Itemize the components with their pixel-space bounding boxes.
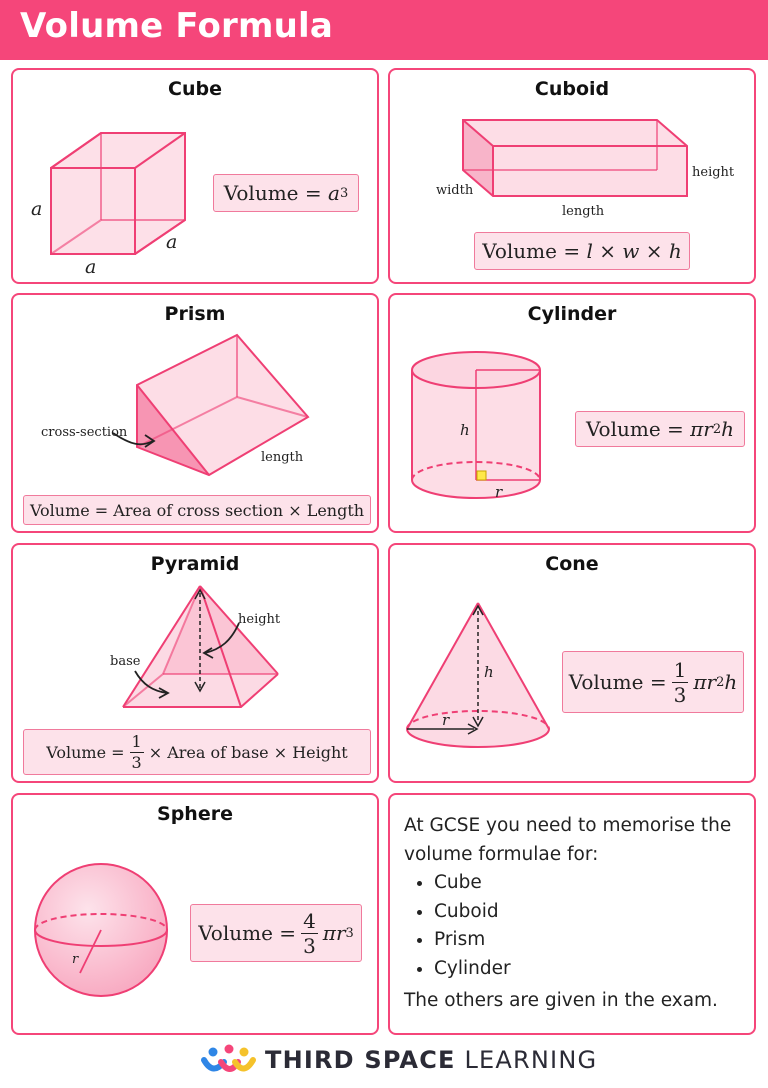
cuboid-label-length: length xyxy=(562,204,605,219)
cuboid-formula-rhs: l × w × h xyxy=(586,239,682,263)
sphere-frac-num: 4 xyxy=(303,908,316,933)
cone-formula-tail: πr xyxy=(693,670,717,694)
sphere-title: Sphere xyxy=(157,803,233,825)
prism-label-cross-section: cross-section xyxy=(41,425,128,440)
pyramid-formula-tail: × Area of base × Height xyxy=(148,742,348,762)
sphere-formula xyxy=(190,904,362,962)
page-header xyxy=(0,0,768,60)
prism-formula xyxy=(23,495,371,525)
note-item-cube: • Cube xyxy=(434,869,749,898)
brand-logo-icon xyxy=(200,1040,256,1080)
pyramid-frac-den: 3 xyxy=(131,752,142,772)
sphere-formula-tail: πr xyxy=(322,921,346,945)
cone-label-h: h xyxy=(484,663,494,681)
cuboid-title: Cuboid xyxy=(534,78,610,100)
note-outro: The others are given in the exam. xyxy=(404,990,718,1011)
cube-label-a-right: a xyxy=(166,231,178,253)
cylinder-card xyxy=(388,293,756,533)
cuboid-formula-word: Volume xyxy=(482,239,557,263)
note-list xyxy=(404,869,749,983)
brand-name-bold: THIRD SPACE xyxy=(265,1046,456,1074)
cube-card xyxy=(11,68,379,284)
brand-name xyxy=(265,1046,597,1074)
cylinder-formula-exp: 2 xyxy=(712,421,722,437)
note-item-prism: • Prism xyxy=(434,926,749,955)
sphere-frac-den: 3 xyxy=(303,933,316,958)
cube-title: Cube xyxy=(168,78,222,100)
note-intro: At GCSE you need to memorise the volume formulae for: xyxy=(404,815,732,865)
pyramid-formula-word: Volume xyxy=(46,742,107,762)
prism-title: Prism xyxy=(164,303,226,325)
cuboid-formula-eq: = xyxy=(563,239,581,263)
cylinder-formula-word: Volume xyxy=(585,417,661,441)
note-text xyxy=(404,812,749,1016)
cylinder-formula-tail: h xyxy=(721,417,735,441)
cylinder-formula-rhs: πr xyxy=(690,417,713,441)
brand-footer xyxy=(200,1040,598,1080)
cone-label-r: r xyxy=(442,711,450,729)
cuboid-label-width: width xyxy=(436,183,474,198)
pyramid-label-height: height xyxy=(238,612,281,627)
cone-title: Cone xyxy=(545,553,599,575)
cube-label-a-bottom: a xyxy=(85,256,97,278)
pyramid-frac-num: 1 xyxy=(131,731,142,751)
pyramid-formula-eq: = xyxy=(111,742,125,762)
cylinder-title: Cylinder xyxy=(527,303,617,325)
cone-card xyxy=(388,543,756,783)
cube-formula xyxy=(213,174,359,212)
cube-label-a-left: a xyxy=(31,198,43,220)
cone-formula xyxy=(562,651,744,713)
pyramid-label-base: base xyxy=(110,654,141,669)
brand-name-light: LEARNING xyxy=(464,1046,598,1074)
cylinder-formula xyxy=(575,411,745,447)
note-item-cylinder: • Cylinder xyxy=(434,955,749,984)
cube-formula-exp: 3 xyxy=(339,185,349,201)
sphere-formula-fraction xyxy=(301,908,318,958)
cone-formula-fraction xyxy=(672,657,689,707)
cylinder-label-h: h xyxy=(460,421,470,439)
cone-frac-den: 3 xyxy=(673,682,687,707)
cone-formula-exp: 2 xyxy=(716,674,725,690)
prism-formula-text: Volume = Area of cross section × Length xyxy=(29,500,365,520)
prism-card xyxy=(11,293,379,533)
sphere-card xyxy=(11,793,379,1035)
cube-formula-base: a xyxy=(328,181,340,205)
pyramid-formula-fraction xyxy=(130,731,144,772)
cone-formula-h: h xyxy=(724,670,738,694)
pyramid-formula xyxy=(23,729,371,775)
page-title: Volume Formula xyxy=(20,6,334,46)
cuboid-formula xyxy=(474,232,690,270)
cuboid-card xyxy=(388,68,756,284)
cuboid-label-height: height xyxy=(692,165,735,180)
cylinder-label-r: r xyxy=(495,483,503,501)
prism-label-length: length xyxy=(261,450,304,465)
cube-formula-eq: = xyxy=(304,181,322,205)
cylinder-formula-eq: = xyxy=(667,417,684,441)
cone-frac-num: 1 xyxy=(673,657,687,682)
cone-formula-word: Volume xyxy=(568,670,644,694)
cone-formula-eq: = xyxy=(649,670,667,694)
sphere-label-r: r xyxy=(72,952,79,967)
sphere-formula-word: Volume xyxy=(198,921,273,945)
pyramid-title: Pyramid xyxy=(150,553,240,575)
sphere-formula-eq: = xyxy=(279,921,297,945)
note-item-cuboid: • Cuboid xyxy=(434,898,749,927)
sphere-formula-exp: 3 xyxy=(345,925,354,941)
cube-formula-word: Volume xyxy=(223,181,299,205)
pyramid-card xyxy=(11,543,379,783)
